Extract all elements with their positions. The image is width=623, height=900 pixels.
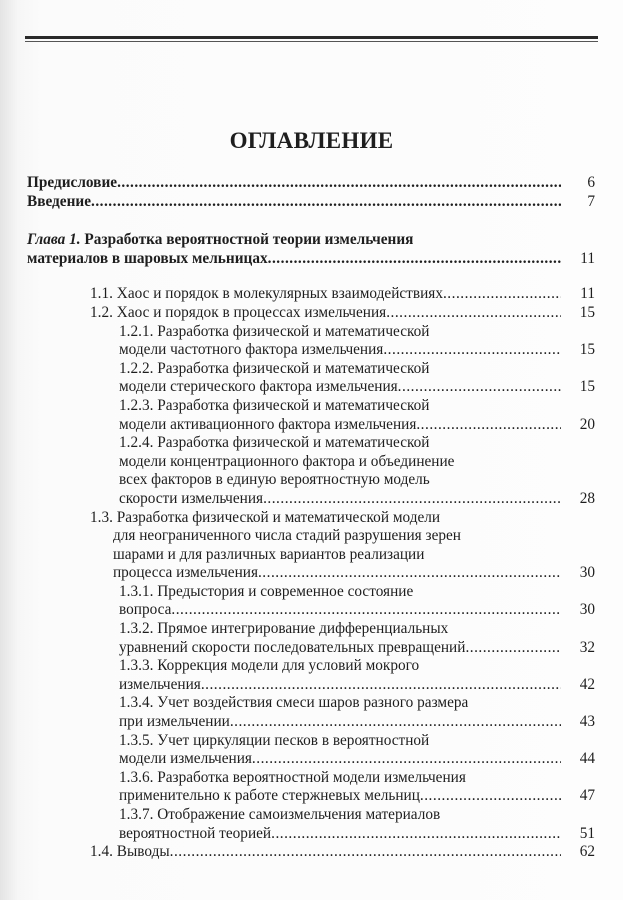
- toc-entry: [27, 304, 595, 323]
- toc-entry-line: [90, 546, 595, 565]
- toc-entry-text: Предисловие: [27, 174, 118, 191]
- page-number: 43: [579, 713, 595, 731]
- toc-entry-text: 1.3.2. Прямое интегрирование дифференциальных: [119, 620, 449, 638]
- toc-entry-line: [119, 620, 595, 639]
- toc-entry-text: 1.2.3. Разработка физической и математической: [119, 396, 430, 414]
- toc-entry: [27, 657, 595, 694]
- toc-entry-text: 1.3.1. Предыстория и современное состояние: [119, 582, 414, 600]
- toc-entry-text: 1.4. Выводы: [90, 843, 170, 861]
- toc-entry: [27, 694, 595, 731]
- dot-leader: [263, 490, 561, 509]
- toc-entry-line: [27, 193, 595, 212]
- header-rule-thick: [25, 36, 598, 39]
- toc-entry-line: [119, 713, 595, 732]
- toc-entry: [27, 843, 595, 862]
- toc-entry-line: [119, 676, 595, 695]
- toc-entry-text: 1.3.3. Коррекция модели для условий мокрого: [119, 657, 420, 675]
- toc-entry-line: [27, 174, 595, 193]
- page-number: 42: [579, 675, 595, 693]
- page-number: 62: [579, 843, 595, 861]
- toc-entry: [27, 360, 595, 397]
- toc-entry-line: [119, 769, 595, 788]
- dot-leader: [258, 564, 561, 583]
- toc-entry-line: [119, 825, 595, 844]
- toc-entry: [27, 434, 595, 508]
- toc-entry-text: модели стерического фактора измельчения: [119, 378, 398, 396]
- toc-entry-text: применительно к работе стержневых мельниц: [119, 787, 420, 805]
- toc-entry: [27, 174, 595, 193]
- toc-entry-text: 1.3. Разработка физической и математической модели: [90, 508, 441, 526]
- dot-leader: [383, 341, 561, 360]
- toc-entry-line: [119, 694, 595, 713]
- toc-entry: [27, 323, 595, 360]
- page-title: ОГЛАВЛЕНИЕ: [229, 128, 394, 153]
- toc-entry-line: [119, 787, 595, 806]
- toc-entry-text: Разработка вероятностной теории измельчения: [80, 231, 414, 249]
- toc-entry-line: [119, 657, 595, 676]
- toc-entry-text: 1.2.4. Разработка физической и математической: [119, 434, 430, 452]
- toc-entry-line: [119, 397, 595, 416]
- toc-entry-line: [90, 527, 595, 546]
- dot-leader: [443, 285, 561, 304]
- toc-entry-text: 1.3.4. Учет воздействия смеси шаров разного размера: [119, 694, 469, 712]
- table-of-contents: [27, 174, 595, 862]
- toc-entry-text: при измельчении: [119, 713, 230, 731]
- chapter-label: Глава 1.: [27, 231, 81, 249]
- toc-entry-text: скорости измельчения: [119, 489, 264, 507]
- page-number: 15: [579, 303, 595, 321]
- toc-entry: [27, 397, 595, 434]
- toc-entry-line: [119, 583, 595, 602]
- dot-leader: [230, 713, 561, 732]
- dot-leader: [91, 193, 561, 212]
- dot-leader: [420, 787, 561, 806]
- toc-entry-line: [119, 453, 595, 472]
- toc-entry-line: [119, 601, 595, 620]
- page-number: 47: [579, 787, 595, 805]
- toc-entry-line: [119, 416, 595, 435]
- toc-entry-line: [119, 732, 595, 751]
- toc-entry: [27, 732, 595, 769]
- toc-entry-line: [119, 490, 595, 509]
- toc-entry-line: [119, 360, 595, 379]
- toc-entry-line: [27, 231, 595, 250]
- toc-entry-line: [90, 564, 595, 583]
- dot-leader: [398, 378, 561, 397]
- page-number: 28: [579, 489, 595, 507]
- toc-entry-text: 1.3.7. Отображение самоизмельчения материалов: [119, 806, 441, 823]
- toc-entry-line: [119, 323, 595, 342]
- page-number: 6: [587, 174, 595, 191]
- toc-entry-text: 1.2.2. Разработка физической и математической: [119, 359, 430, 377]
- dot-leader: [170, 843, 561, 862]
- dot-leader: [268, 250, 561, 269]
- toc-entry-text: вопроса: [119, 601, 172, 619]
- toc-entry-text: материалов в шаровых мельницах: [27, 249, 268, 267]
- toc-entry-line: [90, 509, 595, 528]
- toc-entry-text: модели частотного фактора измельчения: [119, 341, 384, 359]
- toc-entry: [27, 193, 595, 212]
- toc-entry-text: вероятностной теорией: [119, 824, 272, 842]
- page-number: 11: [580, 249, 595, 267]
- toc-entry: [27, 285, 595, 304]
- toc-entry-text: Введение: [27, 192, 91, 210]
- page-number: 15: [579, 341, 595, 359]
- toc-entry-text: 1.3.5. Учет циркуляции песков в вероятностной: [119, 731, 430, 749]
- toc-entry: [27, 231, 595, 268]
- dot-leader: [465, 639, 561, 658]
- toc-entry-text: 1.2. Хаос и порядок в процессах измельчения: [90, 303, 387, 321]
- toc-entry: [27, 806, 595, 843]
- toc-entry-line: [119, 434, 595, 453]
- toc-entry-line: [119, 378, 595, 397]
- toc-entry: [27, 583, 595, 620]
- toc-entry-text: 1.2.1. Разработка физической и математической: [119, 322, 430, 340]
- toc-entry-text: уравнений скорости последовательных превращений: [119, 638, 466, 656]
- page-number: 15: [579, 378, 595, 396]
- toc-entry-text: для неограниченного числа стадий разрушения зерен: [90, 527, 461, 545]
- dot-leader: [117, 174, 561, 193]
- dot-leader: [252, 750, 561, 769]
- toc-entry-text: процесса измельчения: [90, 564, 258, 582]
- toc-entry-line: [119, 750, 595, 769]
- page-number: 30: [579, 564, 595, 582]
- page-number: 30: [579, 601, 595, 619]
- toc-entry-line: [90, 285, 595, 304]
- dot-leader: [416, 416, 561, 435]
- page-number: 11: [580, 285, 595, 303]
- toc-entry-text: всех факторов в единую вероятностную модель: [119, 471, 430, 489]
- page-number: 44: [579, 750, 595, 768]
- page-number: 51: [579, 824, 595, 842]
- dot-leader: [271, 825, 561, 844]
- toc-entry-text: 1.3.6. Разработка вероятностной модели измельчения: [119, 768, 466, 786]
- toc-entry-line: [119, 471, 595, 490]
- dot-leader: [201, 676, 561, 695]
- toc-entry-line: [119, 341, 595, 360]
- toc-entry: [27, 620, 595, 657]
- toc-entry-text: модели измельчения: [119, 750, 252, 768]
- toc-entry-text: модели концентрационного фактора и объединение: [119, 452, 455, 470]
- toc-entry-line: [27, 250, 595, 269]
- page-number: 20: [579, 415, 595, 433]
- toc-entry: [27, 769, 595, 806]
- toc-entry-text: 1.1. Хаос и порядок в молекулярных взаимодействиях: [90, 285, 443, 303]
- toc-entry-line: [90, 304, 595, 323]
- toc-entry-text: модели активационного фактора измельчения: [119, 415, 417, 433]
- toc-entry-text: измельчения: [119, 675, 201, 693]
- toc-entry-line: [119, 806, 595, 825]
- page-number: 7: [587, 192, 595, 210]
- toc-entry-line: [90, 843, 595, 862]
- header-rule-thin: [25, 41, 598, 42]
- toc-entry-line: [119, 639, 595, 658]
- dot-leader: [171, 601, 561, 620]
- dot-leader: [386, 304, 561, 323]
- page-number: 32: [579, 638, 595, 656]
- toc-entry-text: шарами и для различных вариантов реализации: [90, 545, 425, 563]
- toc-entry: [27, 509, 595, 583]
